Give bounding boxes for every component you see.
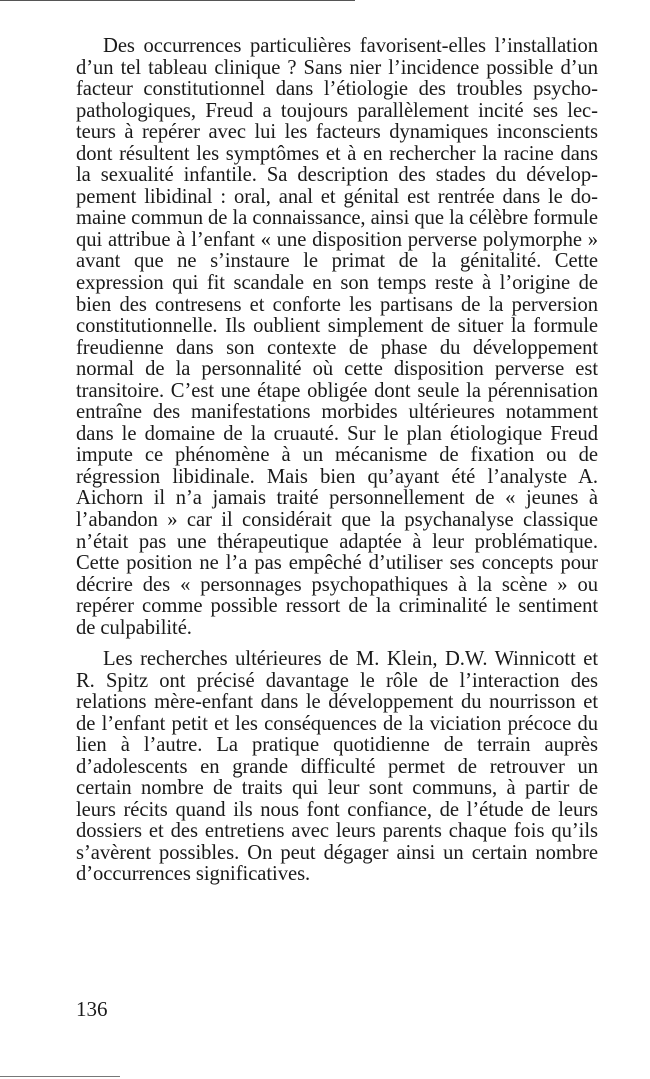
page-number: 136	[76, 997, 108, 1021]
paragraph-text: Des occurrences particulières favorisent-elles l’installation d’un tel tableau clinique ? Sans nier l’incidence possible d’un facteur constitutionnel dans l’étiologie des troubles psychopathologiques, Freud a toujours parallèlement incité ses lecteurs à repérer avec lui les facteurs dynamiques inconscients dont résultent les symptômes et à en rechercher la racine dans la sexualité infantile. Sa description des stades du développement libidinal : oral, anal et génital est rentrée dans le domaine commun de la connaissance, ainsi que la célèbre formule qui attribue à l’enfant « une disposition perverse polymorphe » avant que ne s’instaure le primat de la génitalité. Cette expression qui fit scandale en son temps reste à l’origine de bien des contresens et conforte les partisans de la perversion constitutionnelle. Ils oublient simplement de situer la formule freudienne dans son contexte de phase du développement normal de la personnalité où cette disposition perverse est transitoire. C’est une étape obligée dont seule la pérennisation entraîne des manifestations morbides ultérieures notamment dans le domaine de la cruauté. Sur le plan étiologique Freud impute ce phénomène à un mécanisme de fixation ou de régression libidinale. Mais bien qu’ayant été l’analyste A. Aichorn il n’a jamais traité personnellement de « jeunes à l’abandon » car il considérait que la psychanalyse classique n’était pas une thérapeutique adaptée à leur problématique. Cette position ne l’a pas empêché d’utiliser ses concepts pour décrire des « personnages psychopathiques à la scène » ou repérer comme possible ressort de la criminalité le sentiment de culpabilité.	[76, 35, 598, 639]
body-paragraph-1	[76, 36, 598, 639]
top-rule	[0, 0, 355, 1]
bottom-rule	[0, 1076, 120, 1077]
body-paragraph-2	[76, 649, 598, 886]
paragraph-text: Les recherches ultérieures de M. Klein, D.W. Winnicott et R. Spitz ont précisé davantage le rôle de l’interaction des relations mère-enfant dans le développement du nourrisson et de l’enfant petit et les conséquences de la viciation précoce du lien à l’autre. La pratique quotidienne de terrain auprès d’adolescents en grande difficulté permet de retrouver un certain nombre de traits qui leur sont communs, à partir de leurs récits quand ils nous font confiance, de l’étude de leurs dossiers et des entretiens avec leurs parents chaque fois qu’ils s’avèrent possibles. On peut dégager ainsi un certain nombre d’occurrences significatives.	[76, 648, 598, 886]
